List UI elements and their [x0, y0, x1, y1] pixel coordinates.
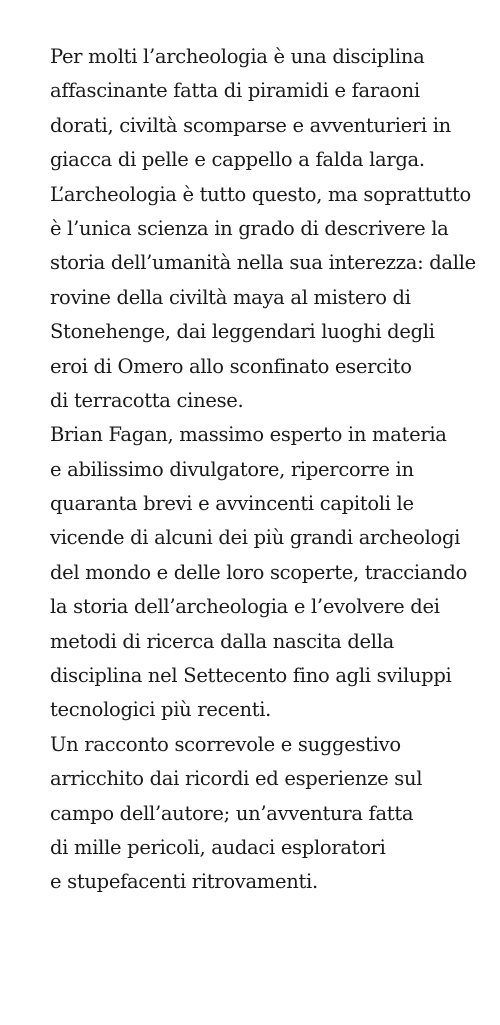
text-line: campo dell’autore; un’avventura fatta: [50, 801, 414, 825]
text-line: e stupefacenti ritrovamenti.: [50, 870, 318, 894]
text-line: arricchito dai ricordi ed esperienze sul: [50, 767, 423, 791]
text-line: storia dell’umanità nella sua interezza: dalle: [50, 251, 476, 275]
text-line: dorati, civiltà scomparse e avventurieri in: [50, 113, 451, 137]
text-line: di terracotta cinese.: [50, 388, 244, 412]
text-line: Un racconto scorrevole e suggestivo: [50, 732, 401, 756]
text-line: Stonehenge, dai leggendari luoghi degli: [50, 320, 435, 344]
text-line: tecnologici più recenti.: [50, 698, 272, 722]
paragraph-intro: [50, 40, 480, 418]
text-line: vicende di alcuni dei più grandi archeologi: [50, 526, 461, 550]
text-line: metodi di ricerca dalla nascita della: [50, 629, 394, 653]
text-line: la storia dell’archeologia e l’evolvere dei: [50, 595, 440, 619]
text-line: del mondo e delle loro scoperte, tracciando: [50, 560, 468, 584]
text-line: affascinante fatta di piramidi e faraoni: [50, 79, 420, 103]
text-line: Per molti l’archeologia è una disciplina: [50, 45, 425, 68]
paragraph-conclusion: [50, 728, 480, 900]
text-line: L’archeologia è tutto questo, ma soprattutto: [50, 182, 471, 206]
text-line: disciplina nel Settecento fino agli sviluppi: [50, 664, 452, 688]
text-line: eroi di Omero allo sconfinato esercito: [50, 354, 412, 378]
text-line: rovine della civiltà maya al mistero di: [50, 285, 411, 309]
description-text: [50, 40, 480, 900]
text-line: e abilissimo divulgatore, ripercorre in: [50, 457, 414, 481]
text-line: quaranta brevi e avvincenti capitoli le: [50, 492, 414, 516]
text-line: di mille pericoli, audaci esploratori: [50, 835, 386, 859]
text-line: è l’unica scienza in grado di descrivere la: [50, 216, 449, 240]
text-line: Brian Fagan, massimo esperto in materia: [50, 423, 447, 447]
text-line: giacca di pelle e cappello a falda larga.: [50, 148, 425, 172]
paragraph-author: [50, 418, 480, 728]
